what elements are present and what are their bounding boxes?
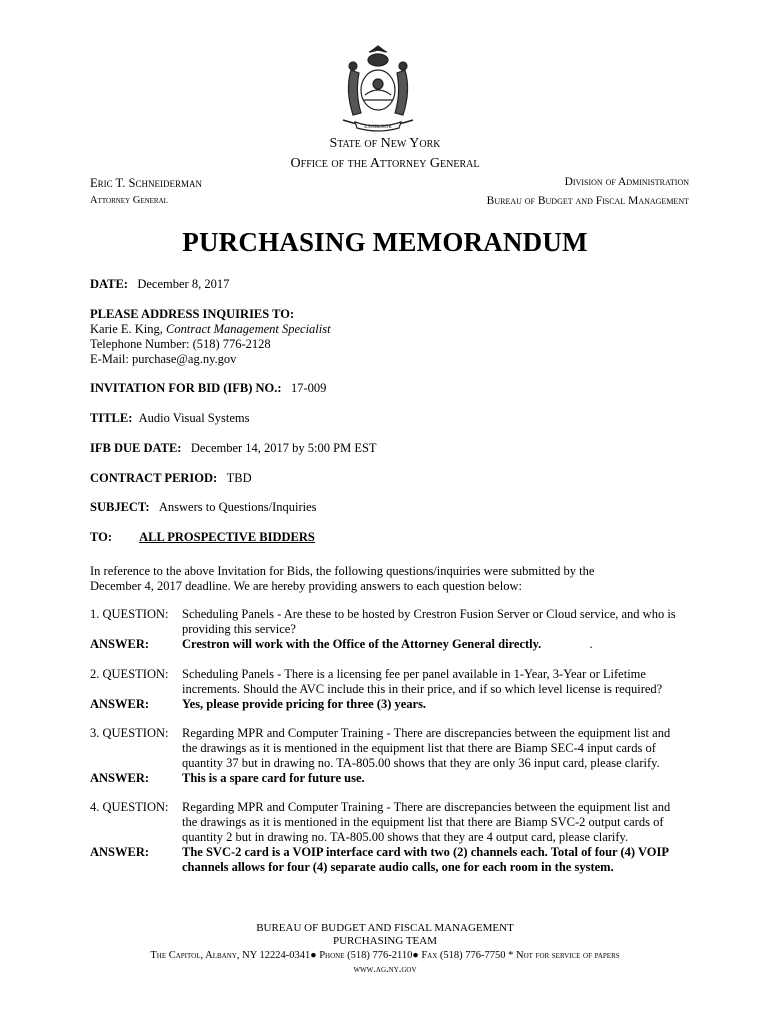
ifb-value: 17-009 — [290, 381, 327, 395]
contact-phone: Telephone Number: (518) 776-2128 — [90, 337, 271, 351]
question-text — [182, 667, 688, 697]
question-line: Regarding MPR and Computer Training - There are discrepancies between the equipment list and — [182, 800, 671, 814]
memo-title: PURCHASING MEMORANDUM — [182, 227, 588, 257]
subject-label: SUBJECT: — [90, 500, 150, 514]
attorney-general-title: Attorney General — [90, 195, 168, 206]
answer-text — [182, 845, 688, 875]
division-name: Division of Administration — [564, 176, 689, 188]
answer-trail: . — [589, 637, 593, 651]
date-row — [90, 277, 229, 292]
title-value: Audio Visual Systems — [138, 411, 250, 425]
state-name: State of New York — [329, 136, 441, 151]
question-label: 1. QUESTION: — [90, 607, 169, 621]
contact-name-line: Karie E. King, Contract Management Specialist — [90, 322, 331, 336]
inquiries-label: PLEASE ADDRESS INQUIRIES TO: — [90, 307, 295, 321]
answer-text — [182, 637, 688, 652]
answer-label: ANSWER: — [90, 697, 150, 711]
subject-value: Answers to Questions/Inquiries — [158, 500, 317, 514]
answer-line: This is a spare card for future use. — [182, 771, 365, 785]
answer-line: Yes, please provide pricing for three (3) years. — [182, 697, 427, 711]
due-date-label: IFB DUE DATE: — [90, 441, 182, 455]
answer-label: ANSWER: — [90, 637, 150, 651]
footer-website-link[interactable]: www.ag.ny.gov — [353, 964, 417, 975]
question-label: 2. QUESTION: — [90, 667, 169, 681]
footer-team: PURCHASING TEAM — [332, 935, 437, 947]
inquiries-block — [90, 307, 331, 367]
title-label: TITLE: — [90, 411, 133, 425]
question-text — [182, 800, 688, 845]
question-line: providing this service? — [182, 622, 296, 636]
office-name: Office of the Attorney General — [290, 156, 480, 171]
due-date-value: December 14, 2017 by 5:00 PM EST — [190, 441, 377, 455]
question-line: increments. Should the AVC include this in their price, and if so which level license is required? — [182, 682, 663, 696]
question-text — [182, 607, 688, 637]
date-label: DATE: — [90, 277, 128, 291]
answer-line: The SVC-2 card is a VOIP interface card with two (2) channels each. Total of four (4) VOIP — [182, 845, 669, 859]
contract-period-row — [90, 471, 252, 486]
date-value: December 8, 2017 — [137, 277, 230, 291]
new-york-state-seal-icon — [333, 40, 423, 135]
bureau-name: Bureau of Budget and Fiscal Management — [486, 195, 689, 207]
due-date-row — [90, 441, 377, 456]
contract-period-label: CONTRACT PERIOD: — [90, 471, 218, 485]
answer-label: ANSWER: — [90, 845, 150, 859]
contract-period-value: TBD — [226, 471, 252, 485]
to-row — [90, 530, 390, 545]
contact-role: Contract Management Specialist — [166, 322, 331, 336]
svg-text:EXCELSIOR: EXCELSIOR — [364, 125, 392, 130]
answer-line: Crestron will work with the Office of the Attorney General directly. — [182, 637, 542, 651]
intro-paragraph — [90, 564, 594, 594]
to-label: TO: — [90, 530, 112, 544]
subject-row — [90, 500, 317, 515]
question-line: Scheduling Panels - Are these to be hosted by Crestron Fusion Server or Cloud service, and who is — [182, 607, 676, 621]
question-label: 4. QUESTION: — [90, 800, 169, 814]
question-line: quantity 2 but in drawing no. TA-805.00 shows that they are 4 output card, please clarify. — [182, 830, 629, 844]
title-row — [90, 411, 249, 426]
intro-line: December 4, 2017 deadline. We are hereby providing answers to each question below: — [90, 579, 522, 593]
answer-line: channels allows for four (4) separate audio calls, one for each room in the system. — [182, 860, 614, 874]
attorney-general-name: Eric T. Schneiderman — [90, 176, 202, 190]
ifb-row — [90, 381, 326, 396]
answer-text — [182, 771, 688, 786]
answer-text — [182, 697, 688, 712]
question-text — [182, 726, 688, 771]
ifb-label: INVITATION FOR BID (IFB) NO.: — [90, 381, 282, 395]
question-line: the drawings as it is mentioned in the equipment list that there are Biamp SEC-4 input cards of — [182, 741, 656, 755]
question-line: Regarding MPR and Computer Training - There are discrepancies between the equipment list and — [182, 726, 671, 740]
question-line: the drawings as it is mentioned in the equipment list that there are Biamp SVC-2 output cards of — [182, 815, 664, 829]
footer-bureau: BUREAU OF BUDGET AND FISCAL MANAGEMENT — [256, 922, 514, 934]
to-value: ALL PROSPECTIVE BIDDERS — [139, 530, 315, 544]
question-line: Scheduling Panels - There is a licensing fee per panel available in 1-Year, 3-Year or Lifetime — [182, 667, 646, 681]
question-label: 3. QUESTION: — [90, 726, 169, 740]
intro-line: In reference to the above Invitation for Bids, the following questions/inquiries were submitted by the — [90, 564, 595, 578]
footer-address: The Capitol, Albany, NY 12224-0341● Phone (518) 776-2110● Fax (518) 776-7750 * Not for service of papers — [150, 950, 620, 961]
answer-label: ANSWER: — [90, 771, 150, 785]
contact-email: E-Mail: purchase@ag.ny.gov — [90, 352, 237, 366]
question-line: quantity 37 but in drawing no. TA-805.00 shows that they are only 36 input card, please clarify. — [182, 756, 660, 770]
